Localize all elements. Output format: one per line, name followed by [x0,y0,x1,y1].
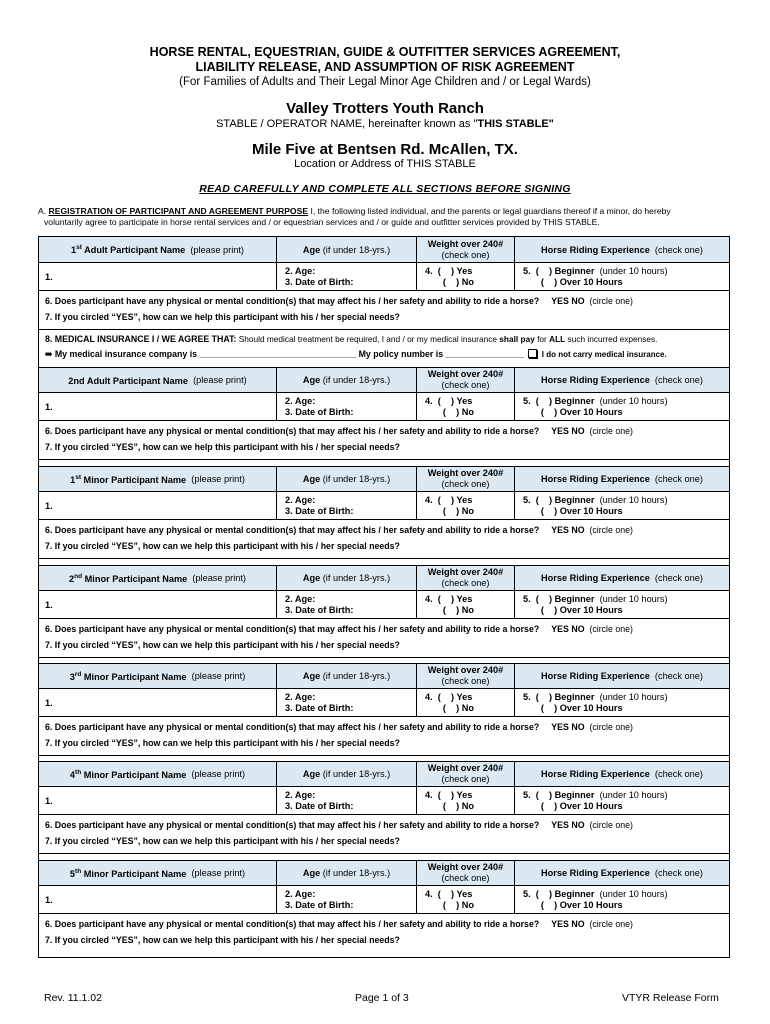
experience-header: Horse Riding Experience (check one) [514,237,729,262]
age-header: Age (if under 18-yrs.) [276,368,416,392]
participant-header [39,565,729,591]
age-dob-field[interactable]: 2. Age: 3. Date of Birth: [276,886,416,913]
divider [39,459,729,460]
participant-header [39,237,729,263]
form-name: VTYR Release Form [622,992,719,1004]
condition-question: 6. Does participant have any physical or mental condition(s) that may affect his / her safety and ability to ride a horse? YES NO (circle one) [45,722,633,732]
weight-header: Weight over 240# (check one) [416,861,514,885]
weight-header: Weight over 240# (check one) [416,566,514,590]
participant-header [39,860,729,886]
participant-name-header: 4th Minor Participant Name (please print) [69,768,246,780]
weight-checkbox[interactable]: 4. ( ) Yes ( ) No [416,393,514,420]
condition-question: 6. Does participant have any physical or mental condition(s) that may affect his / her safety and ability to ride a horse? YES NO (circle one) [45,525,633,535]
divider [39,329,729,330]
participant-name-header: 5th Minor Participant Name (please print) [69,867,246,879]
age-header: Age (if under 18-yrs.) [276,566,416,590]
condition-question: 6. Does participant have any physical or mental condition(s) that may affect his / her safety and ability to ride a horse? YES NO (circle one) [45,624,633,634]
age-dob-field[interactable]: 2. Age: 3. Date of Birth: [276,393,416,420]
yes-no-choice[interactable]: YES NO [551,525,585,535]
participant-row [39,886,729,914]
yes-no-choice[interactable]: YES NO [551,722,585,732]
participant-name-field[interactable]: 1. [45,500,53,511]
weight-checkbox[interactable]: 4. ( ) Yes ( ) No [416,689,514,716]
age-header: Age (if under 18-yrs.) [276,467,416,491]
age-dob-field[interactable]: 2. Age: 3. Date of Birth: [276,689,416,716]
weight-checkbox[interactable]: 4. ( ) Yes ( ) No [416,492,514,519]
special-needs-question[interactable]: 7. If you circled “YES”, how can we help this participant with his / her special needs? [45,541,400,551]
participant-name-field[interactable]: 1. [45,894,53,905]
experience-header: Horse Riding Experience (check one) [514,861,729,885]
weight-header: Weight over 240# (check one) [416,467,514,491]
experience-checkbox[interactable]: 5. ( ) Beginner (under 10 hours) ( ) Over 10 Hours [514,689,729,716]
experience-header: Horse Riding Experience (check one) [514,467,729,491]
weight-header: Weight over 240# (check one) [416,237,514,262]
participant-name-header: 2nd Minor Participant Name (please print) [69,572,246,584]
age-header: Age (if under 18-yrs.) [276,664,416,688]
participant-header [39,367,729,393]
divider [39,558,729,559]
insurance-company-field[interactable]: My medical insurance company is ________________________________ [54,349,357,359]
participant-name-header: 1st Adult Participant Name (please print) [71,243,244,256]
experience-checkbox[interactable]: 5. ( ) Beginner (under 10 hours) ( ) Over 10 Hours [514,591,729,618]
experience-header: Horse Riding Experience (check one) [514,368,729,392]
experience-header: Horse Riding Experience (check one) [514,762,729,786]
condition-question: 6. Does participant have any physical or mental condition(s) that may affect his / her safety and ability to ride a horse? YES NO (circle one) [45,919,633,929]
divider [39,853,729,854]
instructions-heading: READ CAREFULLY AND COMPLETE ALL SECTIONS BEFORE SIGNING [199,183,571,195]
weight-checkbox[interactable]: 4. ( ) Yes ( ) No [416,787,514,814]
age-header: Age (if under 18-yrs.) [276,861,416,885]
stable-address-label: Location or Address of THIS STABLE [294,158,476,170]
stable-address: Mile Five at Bentsen Rd. McAllen, TX. [252,141,518,158]
participant-header [39,663,729,689]
participants-table [38,236,730,958]
participant-name-field[interactable]: 1. [45,795,53,806]
stable-name-label: STABLE / OPERATOR NAME, hereinafter known as "THIS STABLE" [216,118,554,130]
participant-name-header: 3rd Minor Participant Name (please print) [69,670,246,682]
weight-checkbox[interactable]: 4. ( ) Yes ( ) No [416,886,514,913]
yes-no-choice[interactable]: YES NO [551,426,585,436]
age-header: Age (if under 18-yrs.) [276,237,416,262]
condition-question: 6. Does participant have any physical or mental condition(s) that may affect his / her safety and ability to ride a horse? YES NO (circle one) [45,426,633,436]
insurance-fields: ➠ My medical insurance company is ________________________________ My policy number is ________________ I do not carry medical insurance. [45,349,667,359]
arrow-icon: ➠ [45,349,53,359]
participant-name-header: 2nd Adult Participant Name (please print) [68,375,247,386]
special-needs-question[interactable]: 7. If you circled “YES”, how can we help this participant with his / her special needs? [45,935,400,945]
condition-question: 6. Does participant have any physical or mental condition(s) that may affect his / her safety and ability to ride a horse? YES NO (circle one) [45,296,633,306]
participant-header [39,466,729,492]
stable-name: Valley Trotters Youth Ranch [286,100,484,117]
experience-checkbox[interactable]: 5. ( ) Beginner (under 10 hours) ( ) Over 10 Hours [514,263,729,290]
age-dob-field[interactable]: 2. Age: 3. Date of Birth: [276,787,416,814]
yes-no-choice[interactable]: YES NO [551,296,585,306]
experience-checkbox[interactable]: 5. ( ) Beginner (under 10 hours) ( ) Over 10 Hours [514,393,729,420]
yes-no-choice[interactable]: YES NO [551,624,585,634]
special-needs-question[interactable]: 7. If you circled “YES”, how can we help this participant with his / her special needs? [45,442,400,452]
participant-name-header: 1st Minor Participant Name (please print) [70,473,245,485]
participant-row [39,263,729,291]
experience-checkbox[interactable]: 5. ( ) Beginner (under 10 hours) ( ) Over 10 Hours [514,492,729,519]
form-subtitle: (For Families of Adults and Their Legal Minor Age Children and / or Legal Wards) [179,76,591,88]
participant-header [39,761,729,787]
page-number: Page 1 of 3 [355,992,409,1004]
experience-header: Horse Riding Experience (check one) [514,566,729,590]
experience-checkbox[interactable]: 5. ( ) Beginner (under 10 hours) ( ) Over 10 Hours [514,787,729,814]
participant-name-field[interactable]: 1. [45,697,53,708]
age-dob-field[interactable]: 2. Age: 3. Date of Birth: [276,263,416,290]
special-needs-question[interactable]: 7. If you circled “YES”, how can we help this participant with his / her special needs? [45,738,400,748]
condition-question: 6. Does participant have any physical or mental condition(s) that may affect his / her safety and ability to ride a horse? YES NO (circle one) [45,820,633,830]
participant-name-field[interactable]: 1. [45,599,53,610]
participant-row [39,787,729,815]
experience-header: Horse Riding Experience (check one) [514,664,729,688]
weight-header: Weight over 240# (check one) [416,762,514,786]
age-dob-field[interactable]: 2. Age: 3. Date of Birth: [276,492,416,519]
checkbox-icon[interactable] [528,349,537,358]
yes-no-choice[interactable]: YES NO [551,919,585,929]
age-header: Age (if under 18-yrs.) [276,762,416,786]
weight-header: Weight over 240# (check one) [416,664,514,688]
weight-checkbox[interactable]: 4. ( ) Yes ( ) No [416,591,514,618]
special-needs-question[interactable]: 7. If you circled “YES”, how can we help this participant with his / her special needs? [45,640,400,650]
participant-row [39,393,729,421]
special-needs-question[interactable]: 7. If you circled “YES”, how can we help this participant with his / her special needs? [45,836,400,846]
experience-checkbox[interactable]: 5. ( ) Beginner (under 10 hours) ( ) Over 10 Hours [514,886,729,913]
policy-number-field[interactable]: My policy number is ________________ [358,349,524,359]
special-needs-question[interactable]: 7. If you circled “YES”, how can we help this participant with his / her special needs? [45,312,400,322]
participant-name-field[interactable]: 1. [45,271,53,282]
medical-insurance-clause: 8. MEDICAL INSURANCE I / WE AGREE THAT: Should medical treatment be required, I and / or my medical insurance shall pay for ALL such incurred expenses. [45,334,658,344]
participant-row [39,689,729,717]
age-dob-field[interactable]: 2. Age: 3. Date of Birth: [276,591,416,618]
revision-label: Rev. 11.1.02 [44,992,102,1004]
divider [39,657,729,658]
participant-row [39,591,729,619]
participant-name-field[interactable]: 1. [45,401,53,412]
divider [39,755,729,756]
weight-header: Weight over 240# (check one) [416,368,514,392]
participant-row [39,492,729,520]
form-title: HORSE RENTAL, EQUESTRIAN, GUIDE & OUTFITTER SERVICES AGREEMENT, LIABILITY RELEASE, AND ASSUMPTION OF RISK AGREEMENT [149,45,621,74]
section-a-registration: A. REGISTRATION OF PARTICIPANT AND AGREEMENT PURPOSE I, the following listed individual, and the parents or legal guardians thereof if a minor, do hereby voluntarily agree to participate in horse rental services and / or equestrian services and / or guide and outfitter services provided by THIS STABLE. [38,206,671,227]
yes-no-choice[interactable]: YES NO [551,820,585,830]
weight-checkbox[interactable]: 4. ( ) Yes ( ) No [416,263,514,290]
